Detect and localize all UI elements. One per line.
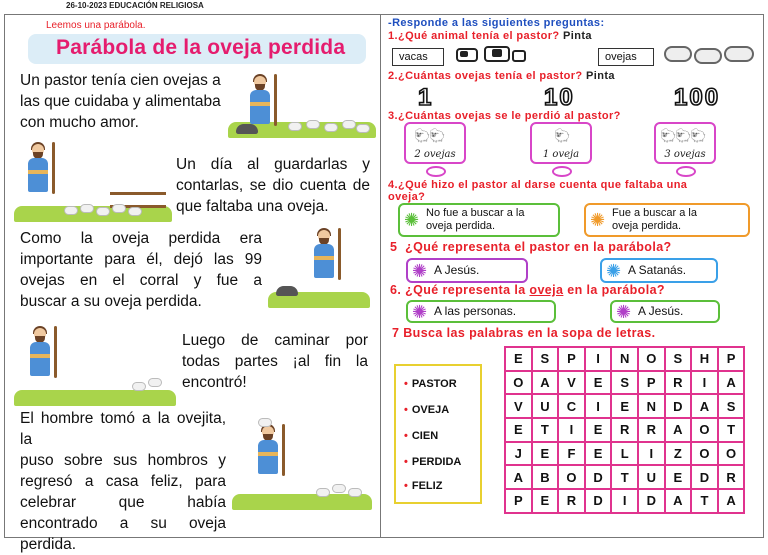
grid-cell[interactable]: R (665, 371, 692, 395)
option-a-las-personas[interactable]: ✺ A las personas. (406, 300, 556, 323)
grid-cell[interactable]: D (665, 394, 692, 418)
word-search-grid (504, 346, 745, 514)
grid-cell[interactable]: J (505, 442, 532, 466)
word-item: • OVEJA (404, 404, 450, 416)
option-a-jesus-2[interactable]: ✺ A Jesús. (610, 300, 720, 323)
question-1: 1.¿Qué animal tenía el pastor? Pinta (388, 30, 592, 42)
grid-cell[interactable]: H (691, 347, 718, 371)
sheep-group-icon: 🐑🐑 (414, 128, 445, 143)
word-item: • PASTOR (404, 378, 457, 390)
answer-circle-1[interactable] (426, 166, 446, 177)
shepherd-illustration-1 (228, 70, 376, 138)
grid-cell[interactable]: P (638, 371, 665, 395)
grid-cell[interactable]: R (611, 418, 638, 442)
option-a-jesus[interactable]: ✺ A Jesús. (406, 258, 528, 283)
option-fue[interactable]: ✺ Fue a buscar a la oveja perdida. (584, 203, 750, 237)
number-100[interactable]: 100 (674, 84, 721, 111)
grid-cell[interactable]: A (691, 394, 718, 418)
grid-cell[interactable]: E (665, 465, 692, 489)
shepherd-illustration-4 (14, 318, 176, 406)
grid-cell[interactable]: E (585, 418, 612, 442)
grid-cell[interactable]: O (638, 347, 665, 371)
grid-cell[interactable]: P (718, 347, 745, 371)
paragraph-5: El hombre tomó a la ovejita, la puso sobre sus hombros y regresó a casa feliz, para celebrar que había encontrado a su oveja perdida. (20, 410, 226, 553)
card-2-ovejas[interactable]: 🐑🐑 2 ovejas (404, 122, 466, 164)
grid-cell[interactable]: P (505, 489, 532, 513)
grid-cell[interactable]: U (532, 394, 559, 418)
sheep-icon (662, 40, 760, 70)
grid-cell[interactable]: L (611, 442, 638, 466)
grid-cell[interactable]: I (585, 394, 612, 418)
grid-cell[interactable]: I (638, 442, 665, 466)
paragraph-1: Un pastor tenía cien ovejas a las que cuidaba y alimentaba con mucho amor. (20, 72, 221, 131)
grid-cell[interactable]: A (532, 371, 559, 395)
grid-cell[interactable]: I (691, 371, 718, 395)
paragraph-3: Como la oveja perdida era importante para él, dejó las 99 ovejas en el corral y fue a buscar a su oveja perdida. (20, 230, 262, 310)
shepherd-illustration-3 (268, 222, 370, 308)
grid-cell[interactable]: N (611, 347, 638, 371)
burst-icon: ✺ (606, 260, 622, 281)
question-7: 7 Busca las palabras en la sopa de letras. (392, 326, 656, 340)
word-item: • CIEN (404, 430, 439, 442)
answer-circle-3[interactable] (676, 166, 696, 177)
burst-icon: ✺ (590, 210, 606, 230)
grid-cell[interactable]: O (558, 465, 585, 489)
grid-cell[interactable]: T (532, 418, 559, 442)
grid-cell[interactable]: D (585, 465, 612, 489)
grid-cell[interactable]: E (585, 442, 612, 466)
grid-cell[interactable]: Z (665, 442, 692, 466)
grid-cell[interactable]: N (638, 394, 665, 418)
questions-heading: -Responde a las siguientes preguntas: (388, 17, 605, 29)
grid-cell[interactable]: B (532, 465, 559, 489)
card-3-ovejas[interactable]: 🐑🐑🐑 3 ovejas (654, 122, 716, 164)
option-a-satanas[interactable]: ✺ A Satanás. (600, 258, 718, 283)
question-6: 6. ¿Qué representa la oveja en la parábola? (390, 283, 665, 297)
grid-cell[interactable]: E (532, 489, 559, 513)
word-item: • FELIZ (404, 480, 443, 492)
grid-cell[interactable]: I (558, 418, 585, 442)
grid-cell[interactable]: C (558, 394, 585, 418)
shepherd-illustration-5 (232, 410, 372, 510)
grid-cell[interactable]: E (505, 418, 532, 442)
date-header: 26-10-2023 EDUCACIÓN RELIGIOSA (66, 1, 204, 10)
card-1-oveja[interactable]: 🐑 1 oveja (530, 122, 592, 164)
grid-cell[interactable]: O (505, 371, 532, 395)
question-5: 5 ¿Qué representa el pastor en la parábola? (390, 240, 672, 254)
shepherd-illustration-2 (14, 140, 172, 222)
story-title: Parábola de la oveja perdida (56, 36, 346, 59)
column-divider (380, 14, 381, 538)
number-10[interactable]: 10 (544, 84, 575, 111)
grid-cell[interactable]: A (665, 489, 692, 513)
cow-icon (452, 42, 530, 68)
paragraph-4: Luego de caminar por todas partes ¡al fin la encontró! (182, 332, 368, 391)
grid-cell[interactable]: D (638, 489, 665, 513)
grid-cell[interactable]: A (718, 371, 745, 395)
grid-cell[interactable]: S (665, 347, 692, 371)
intro-label: Leemos una parábola. (46, 20, 146, 31)
grid-cell[interactable]: I (611, 489, 638, 513)
grid-cell[interactable]: P (558, 347, 585, 371)
grid-cell[interactable]: E (611, 394, 638, 418)
question-3: 3.¿Cuántas ovejas se le perdió al pastor? (388, 110, 621, 122)
grid-cell[interactable]: O (691, 418, 718, 442)
grid-cell[interactable]: T (691, 489, 718, 513)
grid-cell[interactable]: D (691, 465, 718, 489)
grid-cell[interactable]: S (532, 347, 559, 371)
grid-cell[interactable]: F (558, 442, 585, 466)
grid-cell[interactable]: S (611, 371, 638, 395)
grid-cell[interactable]: D (585, 489, 612, 513)
grid-cell[interactable]: T (718, 418, 745, 442)
burst-icon: ✺ (404, 210, 420, 230)
grid-cell[interactable]: U (638, 465, 665, 489)
answer-circle-2[interactable] (552, 166, 572, 177)
burst-icon: ✺ (412, 260, 428, 281)
question-4: 4.¿Qué hizo el pastor al darse cuenta que faltaba una oveja? (388, 179, 688, 203)
burst-icon: ✺ (616, 301, 632, 322)
grid-cell[interactable]: A (505, 465, 532, 489)
grid-cell[interactable]: E (585, 371, 612, 395)
grid-cell[interactable]: E (505, 347, 532, 371)
grid-cell[interactable]: I (585, 347, 612, 371)
sheep-group-icon: 🐑🐑🐑 (660, 128, 706, 143)
burst-icon: ✺ (412, 301, 428, 322)
option-vacas[interactable]: vacas (392, 48, 444, 66)
option-no-fue[interactable]: ✺ No fue a buscar a la oveja perdida. (398, 203, 560, 237)
grid-cell[interactable]: V (505, 394, 532, 418)
grid-cell[interactable]: S (718, 394, 745, 418)
sheep-icon: 🐑 (554, 128, 570, 143)
grid-cell[interactable]: O (691, 442, 718, 466)
paragraph-2: Un día al guardarlas y contarlas, se dio cuenta de que faltaba una oveja. (176, 156, 370, 215)
word-item: • PERDIDA (404, 456, 462, 468)
question-2: 2.¿Cuántas ovejas tenía el pastor? Pinta (388, 70, 615, 82)
option-ovejas[interactable]: ovejas (598, 48, 654, 66)
number-1[interactable]: 1 (418, 84, 434, 111)
grid-cell[interactable]: R (718, 465, 745, 489)
grid-cell[interactable]: V (558, 371, 585, 395)
grid-cell[interactable]: A (665, 418, 692, 442)
word-list (394, 364, 482, 504)
grid-cell[interactable]: A (718, 489, 745, 513)
grid-cell[interactable]: E (532, 442, 559, 466)
grid-cell[interactable]: T (611, 465, 638, 489)
grid-cell[interactable]: O (718, 442, 745, 466)
grid-cell[interactable]: R (638, 418, 665, 442)
grid-cell[interactable]: R (558, 489, 585, 513)
